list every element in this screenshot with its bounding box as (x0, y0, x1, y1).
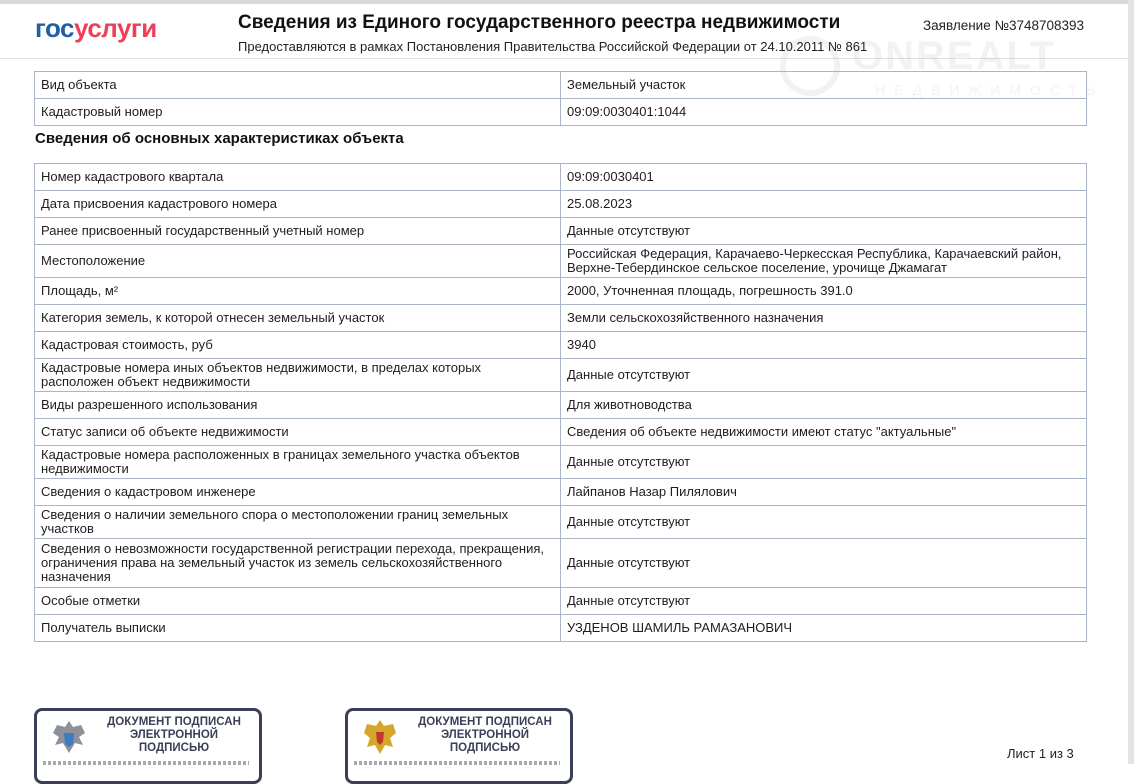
row-value: Для животноводства (561, 392, 1087, 419)
page-edge (1128, 0, 1134, 764)
document-header (0, 4, 1134, 59)
table-row (35, 218, 1087, 245)
row-label: Особые отметки (35, 588, 561, 615)
characteristics-table (34, 163, 1087, 642)
document-subtitle: Предоставляются в рамках Постановления Правительства Российской Федерации от 24.10.2011 № 861 (238, 39, 868, 54)
stamp-text: ДОКУМЕНТ ПОДПИСАН ЭЛЕКТРОННОЙ ПОДПИСЬЮ (418, 716, 552, 754)
row-label: Номер кадастрового квартала (35, 164, 561, 191)
section-title: Сведения об основных характеристиках объекта (35, 130, 404, 147)
table-row (35, 191, 1087, 218)
signature-stamp (34, 708, 262, 784)
row-value: 25.08.2023 (561, 191, 1087, 218)
table-row (35, 506, 1087, 539)
row-value: Лайпанов Назар Пилялович (561, 479, 1087, 506)
row-label: Ранее присвоенный государственный учетный номер (35, 218, 561, 245)
table-row (35, 359, 1087, 392)
application-number: Заявление №3748708393 (923, 18, 1085, 33)
row-label: Кадастровый номер (35, 99, 561, 126)
row-label: Дата присвоения кадастрового номера (35, 191, 561, 218)
row-value: Данные отсутствуют (561, 446, 1087, 479)
row-value: Сведения об объекте недвижимости имеют статус "актуальные" (561, 419, 1087, 446)
row-label: Получатель выписки (35, 615, 561, 642)
table-row (35, 164, 1087, 191)
gosuslugi-logo (35, 13, 157, 44)
table-row (35, 615, 1087, 642)
row-label: Площадь, м² (35, 278, 561, 305)
row-label: Сведения о невозможности государственной регистрации перехода, прекращения, ограничения права на земельный участок из земель сельскохозяйственного назначения (35, 539, 561, 588)
row-value: 09:09:0030401 (561, 164, 1087, 191)
table-row (35, 245, 1087, 278)
row-value: 09:09:0030401:1044 (561, 99, 1087, 126)
row-label: Кадастровые номера расположенных в границах земельного участка объектов недвижимости (35, 446, 561, 479)
row-label: Кадастровые номера иных объектов недвижимости, в пределах которых расположен объект недвижимости (35, 359, 561, 392)
row-value: 3940 (561, 332, 1087, 359)
logo-part-uslugi: услуги (74, 13, 157, 43)
row-label: Виды разрешенного использования (35, 392, 561, 419)
row-value: Данные отсутствуют (561, 588, 1087, 615)
stamp-text: ДОКУМЕНТ ПОДПИСАН ЭЛЕКТРОННОЙ ПОДПИСЬЮ (107, 716, 241, 754)
table-row (35, 392, 1087, 419)
row-value: Российская Федерация, Карачаево-Черкесская Республика, Карачаевский район, Верхне-Тебердинское сельское поселение, урочище Джамагат (561, 245, 1087, 278)
table-row (35, 72, 1087, 99)
certificate-line (43, 761, 249, 765)
row-label: Кадастровая стоимость, руб (35, 332, 561, 359)
table-row (35, 419, 1087, 446)
row-label: Вид объекта (35, 72, 561, 99)
row-value: 2000, Уточненная площадь, погрешность 391.0 (561, 278, 1087, 305)
row-value: Данные отсутствуют (561, 506, 1087, 539)
row-value: УЗДЕНОВ ШАМИЛЬ РАМАЗАНОВИЧ (561, 615, 1087, 642)
logo-part-gos: гос (35, 13, 74, 43)
row-label: Местоположение (35, 245, 561, 278)
russian-coat-of-arms-icon (360, 717, 400, 757)
table-row (35, 479, 1087, 506)
table-row (35, 539, 1087, 588)
row-value: Данные отсутствуют (561, 539, 1087, 588)
signature-stamp (345, 708, 573, 784)
row-label: Категория земель, к которой отнесен земельный участок (35, 305, 561, 332)
document-title: Сведения из Единого государственного реестра недвижимости (238, 12, 841, 33)
table-row (35, 99, 1087, 126)
row-label: Сведения о наличии земельного спора о местоположении границ земельных участков (35, 506, 561, 539)
object-table (34, 71, 1087, 126)
page-counter: Лист 1 из 3 (1007, 746, 1074, 761)
certificate-line (354, 761, 560, 765)
table-row (35, 588, 1087, 615)
table-row (35, 305, 1087, 332)
row-value: Земельный участок (561, 72, 1087, 99)
row-label: Статус записи об объекте недвижимости (35, 419, 561, 446)
table-row (35, 278, 1087, 305)
row-label: Сведения о кадастровом инженере (35, 479, 561, 506)
rosreestr-emblem-icon (49, 717, 89, 757)
row-value: Данные отсутствуют (561, 359, 1087, 392)
row-value: Данные отсутствуют (561, 218, 1087, 245)
row-value: Земли сельскохозяйственного назначения (561, 305, 1087, 332)
table-row (35, 446, 1087, 479)
watermark-sub-text: НЕДВИЖИМОСТЬ (875, 82, 1105, 98)
table-row (35, 332, 1087, 359)
